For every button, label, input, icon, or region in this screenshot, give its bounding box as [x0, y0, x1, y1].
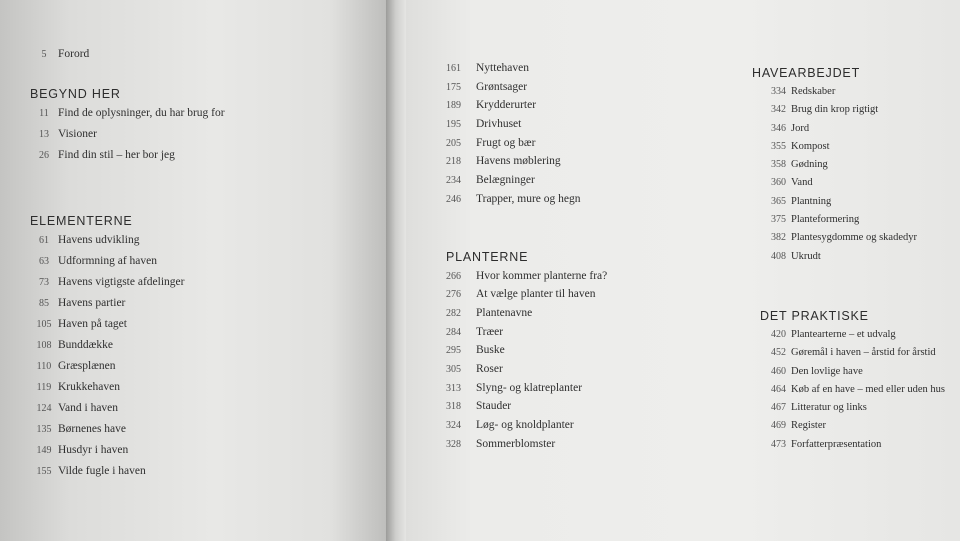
- toc-page-number: 105: [36, 319, 52, 330]
- toc-entry: [30, 128, 370, 149]
- toc-entry-title: Vand: [791, 177, 813, 189]
- toc-entry-title: Ukrudt: [791, 250, 821, 262]
- toc-page-number: 282: [446, 307, 461, 319]
- toc-entry-title: Litteratur og links: [791, 402, 867, 414]
- toc-list-havearbejdet: [752, 86, 960, 269]
- toc-entry: [30, 48, 370, 69]
- toc-entry-title: Drivhuset: [476, 118, 522, 131]
- toc-entry-title: Nyttehaven: [476, 62, 530, 74]
- toc-entry-title: Trapper, mure og hegn: [476, 192, 581, 205]
- toc-entry: [446, 344, 706, 363]
- toc-page-number: 318: [446, 401, 461, 413]
- toc-page-number: 26: [39, 150, 49, 161]
- toc-page-number: 119: [36, 382, 52, 393]
- toc-entry: [446, 382, 706, 401]
- toc-entry-title: Sommerblomster: [476, 437, 556, 450]
- toc-entry-title: Forfatterpræsentation: [791, 438, 882, 450]
- toc-entry-title: Slyng- og klatreplanter: [476, 381, 583, 394]
- toc-page-number: 218: [446, 156, 461, 168]
- toc-entry: [752, 232, 960, 250]
- toc-entry: [30, 297, 370, 318]
- toc-entry-title: Havens partier: [58, 297, 126, 309]
- toc-entry: [446, 81, 706, 100]
- toc-entry: [752, 196, 960, 214]
- toc-page-number: 63: [39, 256, 49, 267]
- toc-page-number: 328: [446, 438, 461, 450]
- toc-list-continued: [446, 62, 706, 212]
- toc-entry: [446, 174, 706, 193]
- toc-entry: [30, 339, 370, 360]
- toc-entry-title: Stauder: [476, 400, 512, 413]
- toc-page-number: 324: [446, 420, 461, 431]
- toc-list-begynd-her: [30, 107, 370, 170]
- toc-entry: [30, 423, 370, 444]
- toc-entry: [30, 360, 370, 381]
- toc-page-number: 346: [771, 122, 786, 134]
- toc-page-number: 5: [41, 49, 47, 60]
- toc-page-number: 365: [771, 195, 786, 207]
- toc-page-number: 85: [39, 298, 49, 309]
- toc-page-number: 358: [771, 159, 786, 171]
- toc-entry-title: Hvor kommer planterne fra?: [476, 269, 608, 282]
- toc-entry: [752, 141, 960, 159]
- section-title-havearbejdet: HAVEARBEJDET: [752, 66, 861, 80]
- toc-entry: [752, 384, 960, 402]
- toc-entry: [446, 363, 706, 382]
- toc-page-number: 189: [446, 100, 461, 112]
- toc-entry-title: Løg- og knoldplanter: [476, 419, 574, 431]
- toc-entry-title: Jord: [791, 122, 810, 134]
- section-title-elementerne: ELEMENTERNE: [30, 214, 133, 228]
- toc-page-number: 334: [771, 86, 786, 97]
- toc-entry: [30, 381, 370, 402]
- toc-entry: [30, 402, 370, 423]
- toc-page-number: 266: [446, 270, 461, 282]
- toc-page-number: 155: [36, 466, 52, 477]
- toc-entry: [752, 402, 960, 420]
- toc-page-number: 246: [446, 193, 461, 205]
- toc-column-right: [752, 66, 960, 457]
- toc-page-number: 473: [771, 438, 786, 450]
- toc-entry-title: Kompost: [791, 140, 830, 152]
- toc-entry: [30, 276, 370, 297]
- toc-entry: [752, 366, 960, 384]
- toc-entry-title: Roser: [476, 362, 503, 375]
- toc-entry: [752, 420, 960, 438]
- toc-entry: [446, 99, 706, 118]
- toc-entry-title: Frugt og bær: [476, 136, 536, 149]
- toc-entry-title: Krukkehaven: [58, 381, 120, 393]
- toc-entry-title: Gødning: [791, 159, 828, 171]
- toc-page-number: 469: [771, 420, 786, 432]
- toc-page-number: 295: [446, 345, 461, 357]
- toc-entry: [30, 318, 370, 339]
- toc-column-middle: [446, 62, 706, 456]
- toc-entry: [30, 149, 370, 170]
- toc-entry-title: Træer: [476, 325, 504, 338]
- toc-page-number: 110: [36, 361, 52, 372]
- toc-entry: [446, 288, 706, 307]
- toc-entry: [30, 465, 370, 486]
- toc-entry: [752, 123, 960, 141]
- toc-entry: [446, 118, 706, 137]
- toc-list-intro: [30, 48, 370, 69]
- toc-entry-title: Plantenavne: [476, 306, 533, 319]
- toc-page-number: 408: [771, 250, 786, 262]
- toc-page-number: 284: [446, 326, 461, 338]
- toc-entry-title: Børnenes have: [58, 423, 127, 435]
- toc-entry-title: Grøntsager: [476, 80, 528, 93]
- toc-entry: [752, 329, 960, 347]
- book-gutter: [386, 0, 408, 541]
- toc-entry: [446, 307, 706, 326]
- toc-entry-title: Græsplænen: [58, 360, 116, 372]
- toc-page-number: 313: [446, 382, 461, 394]
- toc-entry-title: Udformning af haven: [58, 255, 157, 267]
- toc-entry-title: Køb af en have – med eller uden hus: [791, 383, 945, 395]
- toc-entry-title: Plantesygdomme og skadedyr: [791, 232, 917, 244]
- toc-list-det-praktiske: [752, 329, 960, 457]
- toc-entry: [446, 400, 706, 419]
- toc-list-planterne: [446, 270, 706, 457]
- toc-entry: [752, 86, 960, 104]
- toc-page-number: 355: [771, 140, 786, 152]
- toc-entry-title: Find din stil – her bor jeg: [58, 149, 175, 161]
- toc-entry: [752, 159, 960, 177]
- toc-entry-title: Plantning: [791, 195, 832, 207]
- toc-page-number: 175: [446, 81, 461, 93]
- toc-page-number: 360: [771, 177, 786, 189]
- toc-entry-title: Register: [791, 420, 826, 432]
- toc-page-number: 420: [771, 328, 786, 340]
- toc-entry: [752, 347, 960, 365]
- toc-entry-title: Plantearterne – et udvalg: [791, 328, 896, 340]
- toc-entry: [752, 214, 960, 232]
- toc-page-number: 464: [771, 383, 786, 395]
- toc-entry-title: Havens møblering: [476, 155, 561, 168]
- toc-entry-title: Den lovlige have: [791, 365, 863, 377]
- toc-page-number: 149: [36, 445, 52, 456]
- toc-list-elementerne: [30, 234, 370, 486]
- toc-entry-title: Brug din krop rigtigt: [791, 104, 879, 116]
- toc-entry: [446, 193, 706, 212]
- toc-entry-title: Havens vigtigste afdelinger: [58, 276, 185, 288]
- toc-entry-title: Bunddække: [58, 339, 113, 351]
- toc-entry-title: Forord: [58, 48, 90, 60]
- toc-entry-title: Krydderurter: [476, 99, 537, 112]
- toc-entry: [752, 439, 960, 457]
- toc-entry: [446, 137, 706, 156]
- toc-entry: [30, 255, 370, 276]
- toc-entry-title: Planteformering: [791, 214, 860, 226]
- toc-entry-title: Find de oplysninger, du har brug for: [58, 107, 225, 119]
- toc-entry: [30, 234, 370, 255]
- toc-page-number: 205: [446, 137, 461, 149]
- toc-entry: [30, 107, 370, 128]
- toc-page-number: 73: [39, 277, 49, 288]
- toc-entry: [446, 155, 706, 174]
- toc-page-number: 467: [771, 402, 786, 414]
- toc-page-number: 342: [771, 104, 786, 116]
- toc-column-left: [30, 48, 370, 486]
- toc-entry-title: At vælge planter til haven: [476, 288, 596, 301]
- toc-page-number: 61: [39, 235, 49, 246]
- toc-page-number: 375: [771, 214, 786, 226]
- toc-entry-title: Havens udvikling: [58, 234, 140, 246]
- toc-entry: [446, 62, 706, 81]
- toc-entry: [446, 419, 706, 438]
- toc-entry-title: Belægninger: [476, 174, 535, 187]
- toc-page-number: 382: [771, 232, 786, 244]
- toc-entry-title: Haven på taget: [58, 318, 127, 330]
- toc-entry-title: Husdyr i haven: [58, 444, 129, 456]
- toc-page-number: 452: [771, 347, 786, 359]
- toc-entry-title: Visioner: [58, 128, 97, 140]
- toc-entry-title: Buske: [476, 344, 505, 357]
- toc-entry: [752, 177, 960, 195]
- toc-page-number: 460: [771, 365, 786, 377]
- toc-entry-title: Gøremål i haven – årstid for årstid: [791, 347, 936, 359]
- toc-page-number: 195: [446, 119, 461, 131]
- toc-page-number: 234: [446, 175, 461, 187]
- toc-page-number: 13: [39, 129, 49, 140]
- toc-page-number: 108: [36, 340, 52, 351]
- toc-page-number: 135: [36, 424, 52, 435]
- section-title-begynd-her: BEGYND HER: [30, 87, 121, 101]
- section-title-planterne: PLANTERNE: [446, 249, 529, 264]
- toc-entry: [446, 438, 706, 457]
- toc-entry: [752, 104, 960, 122]
- toc-entry-title: Vilde fugle i haven: [58, 465, 146, 477]
- toc-entry: [30, 444, 370, 465]
- toc-entry: [446, 326, 706, 345]
- toc-entry: [752, 251, 960, 269]
- toc-page-number: 124: [36, 403, 52, 414]
- toc-entry-title: Redskaber: [791, 86, 836, 97]
- toc-page-number: 305: [446, 363, 461, 375]
- toc-page-number: 11: [39, 108, 49, 119]
- toc-page-number: 161: [446, 63, 461, 74]
- toc-entry-title: Vand i haven: [58, 402, 119, 414]
- toc-page-number: 276: [446, 289, 461, 301]
- toc-entry: [446, 270, 706, 289]
- section-title-det-praktiske: DET PRAKTISKE: [760, 308, 869, 323]
